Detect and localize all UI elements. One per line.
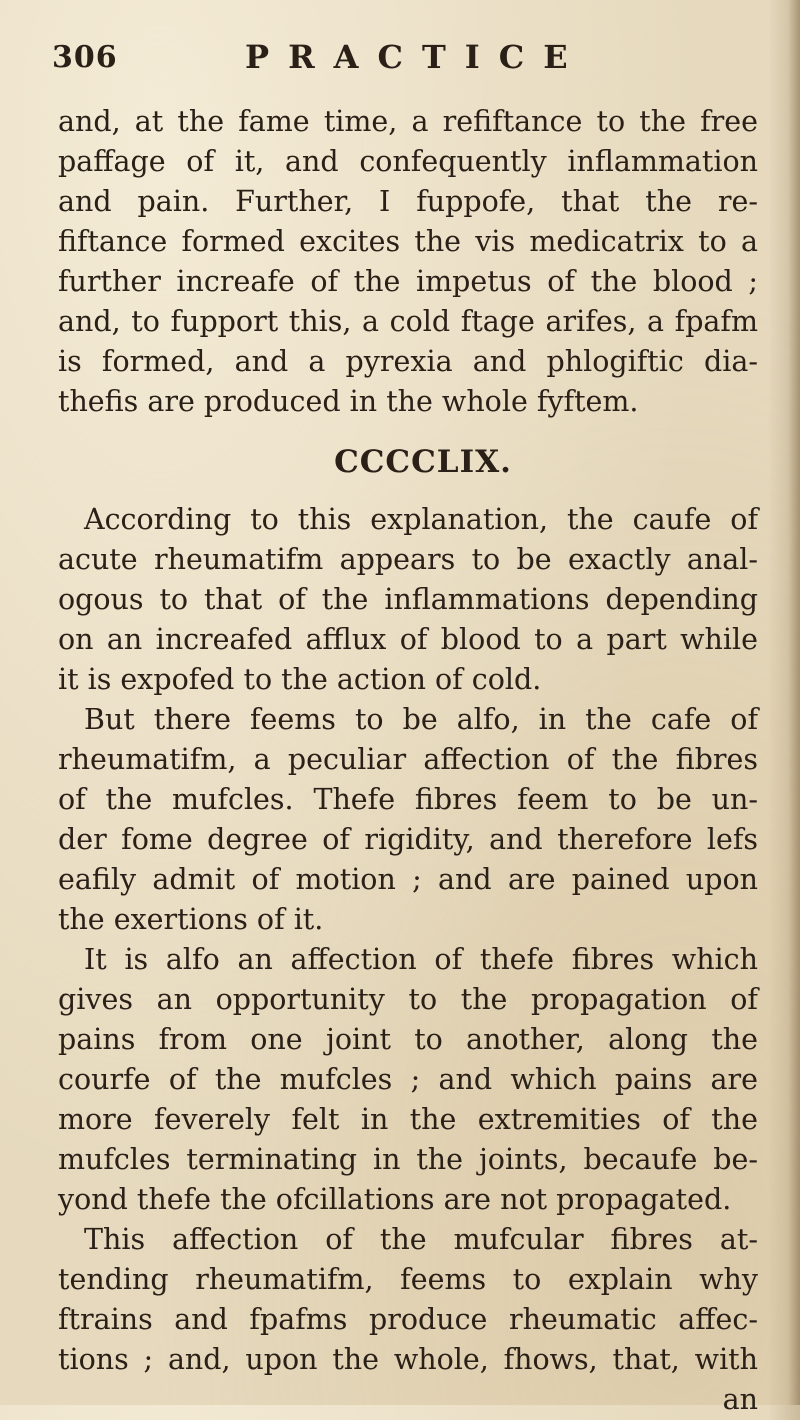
text-line: and, at the fame time, a refiftance to the free [58, 105, 758, 138]
text-line: mufcles terminating in the joints, becaufe be- [58, 1143, 758, 1176]
section-heading: CCCCLIX. [334, 444, 512, 480]
text-line: of the mufcles. Thefe fibres feem to be un- [58, 783, 758, 816]
body-text [58, 102, 758, 1420]
running-head: PRACTICE [245, 38, 587, 76]
paragraph [58, 500, 758, 700]
text-line: and, to fupport this, a cold ftage arifes, a fpafm [58, 305, 758, 338]
paragraph [58, 940, 758, 1220]
text-line: But there feems to be alfo, in the cafe of [84, 703, 758, 736]
text-line: courfe of the mufcles ; and which pains are [58, 1063, 758, 1096]
text-line: rheumatifm, a peculiar affection of the fibres [58, 743, 758, 776]
text-line: further increafe of the impetus of the blood ; [58, 265, 758, 298]
text-line: It is alfo an affection of thefe fibres which [84, 943, 758, 976]
page-header [0, 32, 800, 92]
paragraph-continued [58, 102, 758, 422]
page-edge-shadow [788, 0, 800, 1405]
text-line: more feverely felt in the extremities of the [58, 1103, 758, 1136]
paragraph [58, 1220, 758, 1380]
text-line: This affection of the mufcular fibres at- [84, 1223, 758, 1256]
text-line: it is expofed to the action of cold. [58, 663, 542, 696]
text-line: ftrains and fpafms produce rheumatic affec- [58, 1303, 758, 1336]
text-line: tending rheumatifm, feems to explain why [58, 1263, 758, 1296]
catchword: an [722, 1383, 758, 1416]
text-line: thefis are produced in the whole fyftem. [58, 385, 639, 418]
text-line: gives an opportunity to the propagation of [58, 983, 758, 1016]
text-line: eafily admit of motion ; and are pained upon [58, 863, 758, 896]
text-line: and pain. Further, I fuppofe, that the re- [58, 185, 758, 218]
text-line: ogous to that of the inflammations depending [58, 583, 758, 616]
text-line: yond thefe the ofcillations are not propagated. [58, 1183, 732, 1216]
text-line: the exertions of it. [58, 903, 324, 936]
text-line: der fome degree of rigidity, and therefore lefs [58, 823, 758, 856]
text-line: on an increafed afflux of blood to a part while [58, 623, 758, 656]
text-line: paffage of it, and confequently inflammation [58, 145, 758, 178]
paragraph [58, 700, 758, 940]
text-line: fiftance formed excites the vis medicatrix to a [58, 225, 758, 258]
text-line: is formed, and a pyrexia and phlogiftic dia- [58, 345, 758, 378]
text-line: tions ; and, upon the whole, fhows, that, with [58, 1343, 758, 1376]
text-line: pains from one joint to another, along the [58, 1023, 758, 1056]
page-number: 306 [52, 40, 118, 75]
text-line: According to this explanation, the caufe of [84, 503, 758, 536]
text-line: acute rheumatifm appears to be exactly anal- [58, 543, 758, 576]
